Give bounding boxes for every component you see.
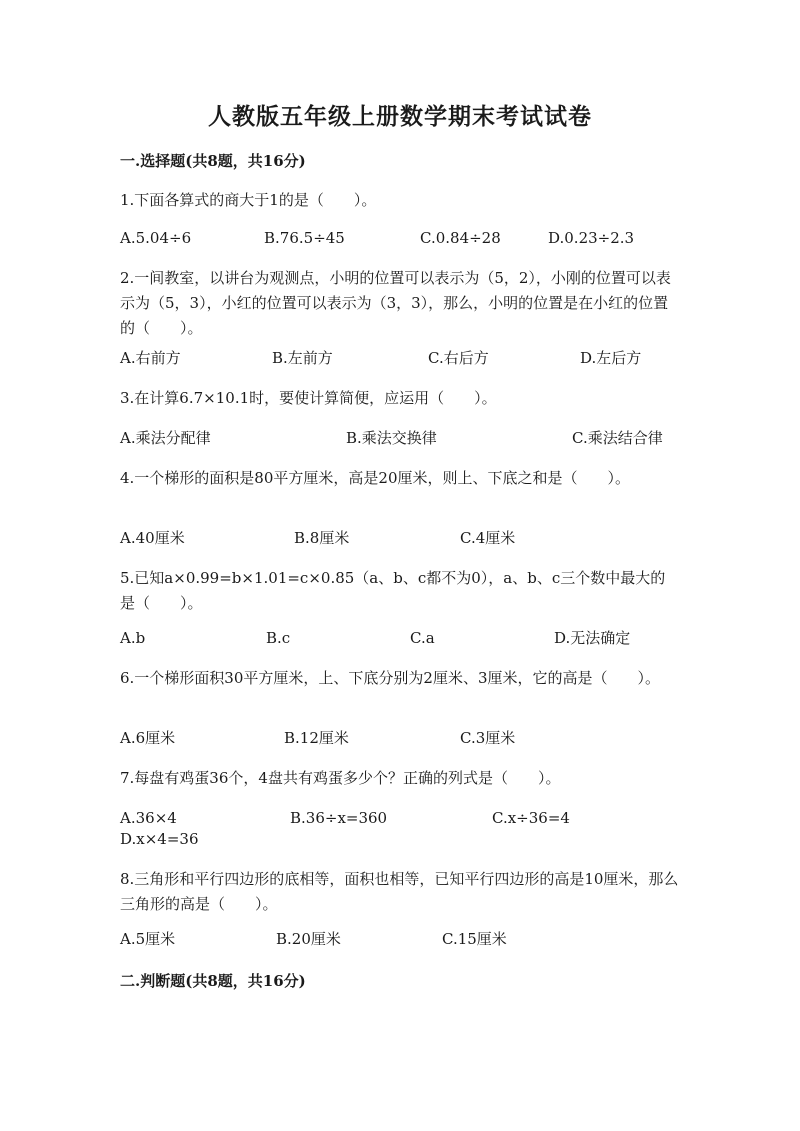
question-3: 3.在计算6.7×10.1时，要使计算简便，应运用（ ）。 xyxy=(120,389,497,407)
options-7 xyxy=(120,808,680,858)
option-1d[interactable]: D.0.23÷2.3 xyxy=(548,229,635,247)
option-5c[interactable]: C.a xyxy=(410,629,435,647)
question-6: 6.一个梯形面积30平方厘米，上、下底分别为2厘米、3厘米，它的高是（ ）。 xyxy=(120,669,660,687)
option-3a[interactable]: A.乘法分配律 xyxy=(120,429,211,447)
option-5b[interactable]: B.c xyxy=(266,629,291,647)
option-5d[interactable]: D.无法确定 xyxy=(554,629,631,647)
option-1c[interactable]: C.0.84÷28 xyxy=(420,229,501,247)
option-6a[interactable]: A.6厘米 xyxy=(120,729,176,747)
option-1a[interactable]: A.5.04÷6 xyxy=(120,229,192,247)
question-4: 4.一个梯形的面积是80平方厘米，高是20厘米，则上、下底之和是（ ）。 xyxy=(120,469,630,487)
option-3b[interactable]: B.乘法交换律 xyxy=(346,429,437,447)
option-7a[interactable]: A.36×4 xyxy=(120,809,177,827)
option-7d[interactable]: D.x×4=36 xyxy=(120,830,199,848)
option-4a[interactable]: A.40厘米 xyxy=(120,529,185,547)
option-6c[interactable]: C.3厘米 xyxy=(460,729,516,747)
question-7: 7.每盘有鸡蛋36个，4盘共有鸡蛋多少个？正确的列式是（ ）。 xyxy=(120,769,561,787)
option-2c[interactable]: C.右后方 xyxy=(428,349,489,367)
option-8a[interactable]: A.5厘米 xyxy=(120,930,176,948)
question-2: 2.一间教室，以讲台为观测点，小明的位置可以表示为（5，2），小刚的位置可以表示为（5，3），小红的位置可以表示为（3，3），那么，小明的位置是在小红的位置的（ ）。 xyxy=(120,269,671,337)
option-6b[interactable]: B.12厘米 xyxy=(284,729,349,747)
option-8b[interactable]: B.20厘米 xyxy=(276,930,341,948)
option-2d[interactable]: D.左后方 xyxy=(580,349,642,367)
option-7c[interactable]: C.x÷36=4 xyxy=(492,809,570,827)
option-2b[interactable]: B.左前方 xyxy=(272,349,333,367)
section-heading-judgment: 二.判断题(共8题，共16分) xyxy=(120,972,306,990)
page-title: 人教版五年级上册数学期末考试试卷 xyxy=(208,103,592,130)
option-4b[interactable]: B.8厘米 xyxy=(294,529,350,547)
option-3c[interactable]: C.乘法结合律 xyxy=(572,429,663,447)
option-4c[interactable]: C.4厘米 xyxy=(460,529,516,547)
option-1b[interactable]: B.76.5÷45 xyxy=(264,229,345,247)
option-7b[interactable]: B.36÷x=360 xyxy=(290,809,388,827)
option-2a[interactable]: A.右前方 xyxy=(120,349,181,367)
question-8: 8.三角形和平行四边形的底相等，面积也相等，已知平行四边形的高是10厘米，那么三角形的高是（ ）。 xyxy=(120,870,679,913)
question-1: 1.下面各算式的商大于1的是（ ）。 xyxy=(120,191,377,209)
question-5: 5.已知a×0.99=b×1.01=c×0.85（a、b、c都不为0），a、b、c三个数中最大的是（ ）。 xyxy=(120,569,666,612)
option-5a[interactable]: A.b xyxy=(120,629,146,647)
section-heading-choice: 一.选择题(共8题，共16分) xyxy=(120,152,306,170)
option-8c[interactable]: C.15厘米 xyxy=(442,930,507,948)
